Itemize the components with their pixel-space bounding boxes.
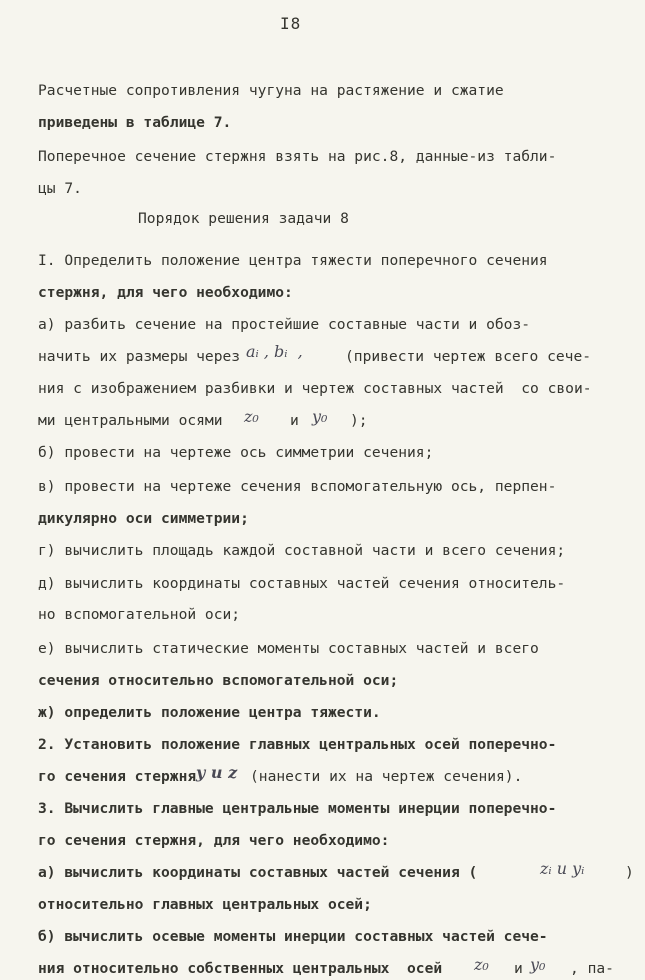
text-line: ); (350, 412, 368, 429)
text-line: и (514, 960, 523, 977)
text-line: (привести чертеж всего сече- (345, 348, 592, 365)
text-line: 2. Установить положение главных центральных осей поперечно- (38, 736, 557, 753)
text-line: е) вычислить статические моменты составных частей и всего (38, 640, 539, 657)
text-line: начить их размеры через (38, 348, 241, 365)
text-line: ния с изображением разбивки и чертеж составных частей со свои- (38, 380, 592, 397)
text-line: го сечения стержня, для чего необходимо: (38, 832, 390, 849)
text-line: дикулярно оси симметрии; (38, 510, 249, 527)
text-line: ) (625, 864, 634, 881)
text-line: , па- (570, 960, 614, 977)
text-line: в) провести на чертеже сечения вспомогательную ось, перпен- (38, 478, 557, 495)
text-line: д) вычислить координаты составных частей сечения относитель- (38, 575, 566, 592)
handwritten-y0: y₀ (312, 407, 328, 426)
handwritten-z0: z₀ (244, 407, 259, 426)
text-line: и (290, 412, 299, 429)
text-line: ж) определить положение центра тяжести. (38, 704, 381, 721)
text-line: ния относительно собственных центральных осей (38, 960, 443, 977)
handwritten-y0: y₀ (530, 955, 546, 974)
text-line: относительно главных центральных осей; (38, 896, 372, 913)
text-line: 3. Вычислить главные центральные моменты инерции поперечно- (38, 800, 557, 817)
text-line: а) вычислить координаты составных частей сечения ( (38, 864, 478, 881)
text-line: приведены в таблице 7. (38, 114, 232, 131)
text-line: б) провести на чертеже ось симметрии сечения; (38, 444, 434, 461)
text-line: I. Определить положение центра тяжести поперечного сечения (38, 252, 548, 269)
text-line: г) вычислить площадь каждой составной части и всего сечения; (38, 542, 566, 559)
text-line: (нанести их на чертеж сечения). (250, 768, 523, 785)
handwritten-ai-bi: aᵢ , bᵢ , (246, 342, 303, 361)
text-line: б) вычислить осевые моменты инерции составных частей сече- (38, 928, 548, 945)
text-line: Расчетные сопротивления чугуна на растяжение и сжатие (38, 82, 504, 99)
text-line: стержня, для чего необходимо: (38, 284, 293, 301)
text-line: го сечения стержня (38, 768, 197, 785)
page-number: I8 (280, 14, 302, 33)
text-line: Поперечное сечение стержня взять на рис.8, данные-из табли- (38, 148, 557, 165)
text-line: цы 7. (38, 180, 82, 197)
text-line: но вспомогательной оси; (38, 606, 241, 623)
handwritten-z0: z₀ (474, 955, 489, 974)
text-line: сечения относительно вспомогательной оси; (38, 672, 399, 689)
handwritten-y-and-z: y и z (196, 763, 238, 782)
handwritten-zi-yi: zᵢ и yᵢ (540, 859, 585, 878)
text-line: ми центральными осями (38, 412, 223, 429)
text-line: а) разбить сечение на простейшие составные части и обоз- (38, 316, 531, 333)
section-heading: Порядок решения задачи 8 (138, 210, 349, 227)
